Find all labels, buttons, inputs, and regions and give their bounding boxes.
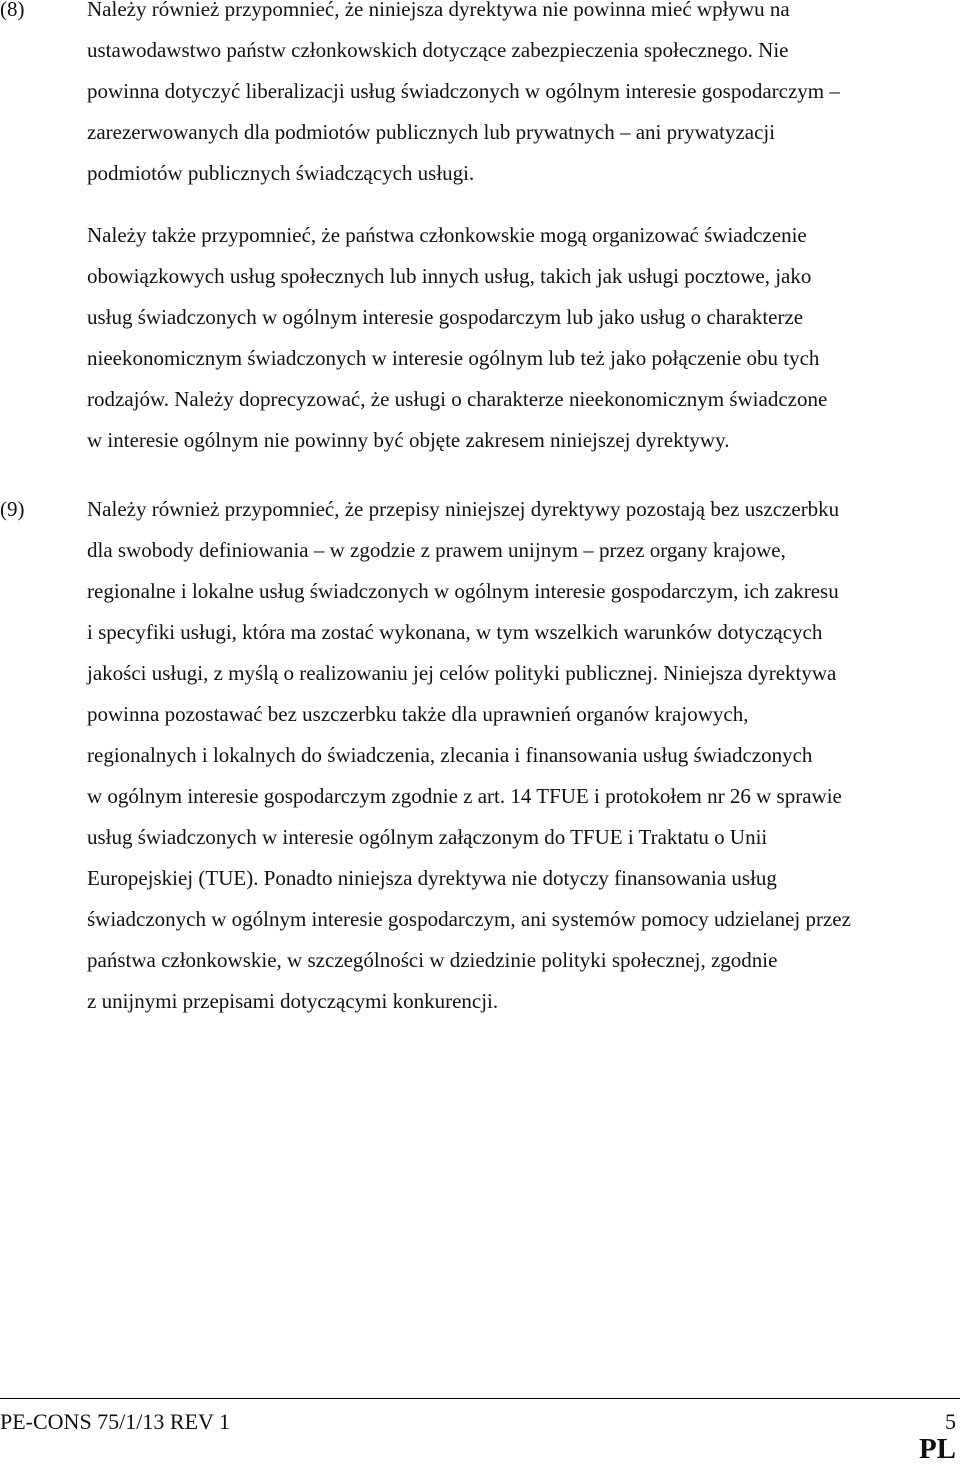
text-line: usług świadczonych w ogólnym interesie gospodarczym lub jako usług o charakterze: [87, 305, 804, 329]
text-line: zarezerwowanych dla podmiotów publicznych lub prywatnych – ani prywatyzacji: [87, 120, 776, 144]
paragraph: [87, 215, 960, 461]
language-code: PL: [918, 1433, 956, 1465]
text-line: podmiotów publicznych świadczących usługi.: [87, 161, 475, 185]
text-line: państwa członkowskie, w szczególności w dziedzinie polityki społecznej, zgodnie: [87, 948, 778, 972]
text-line: w ogólnym interesie gospodarczym zgodnie z art. 14 TFUE i protokołem nr 26 w sprawie: [87, 784, 842, 808]
text-line: Należy również przypomnieć, że niniejsza dyrektywa nie powinna mieć wpływu na: [87, 0, 790, 21]
text-line: jakości usługi, z myślą o realizowaniu jej celów polityki publicznej. Niniejsza dyrektywa: [87, 661, 837, 685]
text-line: rodzajów. Należy doprecyzować, że usługi o charakterze nieekonomicznym świadczone: [87, 387, 828, 411]
text-line: z unijnymi przepisami dotyczącymi konkurencji.: [87, 989, 499, 1013]
recital-body: [87, 0, 960, 461]
recital-number: (9): [0, 497, 25, 521]
text-line: ustawodawstwo państw członkowskich dotyczące zabezpieczenia społecznego. Nie: [87, 38, 789, 62]
recital-number: (8): [0, 0, 25, 21]
text-line: powinna dotyczyć liberalizacji usług świadczonych w ogólnym interesie gospodarczym –: [87, 79, 840, 103]
text-line: dla swobody definiowania – w zgodzie z prawem unijnym – przez organy krajowe,: [87, 538, 786, 562]
text-line: Europejskiej (TUE). Ponadto niniejsza dyrektywa nie dotyczy finansowania usług: [87, 866, 777, 890]
text-line: regionalne i lokalne usług świadczonych w ogólnym interesie gospodarczym, ich zakresu: [87, 579, 839, 603]
text-line: regionalnych i lokalnych do świadczenia, zlecania i finansowania usług świadczonych: [87, 743, 813, 767]
text-line: Należy także przypomnieć, że państwa członkowskie mogą organizować świadczenie: [87, 223, 807, 247]
paragraph: [87, 489, 960, 1022]
text-line: powinna pozostawać bez uszczerbku także dla uprawnień organów krajowych,: [87, 702, 749, 726]
recital-body: [87, 489, 960, 1022]
footer-divider: [0, 1398, 960, 1399]
text-line: i specyfiki usługi, która ma zostać wykonana, w tym wszelkich warunków dotyczących: [87, 620, 823, 644]
text-line: usług świadczonych w interesie ogólnym załączonym do TFUE i Traktatu o Unii: [87, 825, 768, 849]
text-line: nieekonomicznym świadczonych w interesie ogólnym lub też jako połączenie obu tych: [87, 346, 820, 370]
text-line: świadczonych w ogólnym interesie gospodarczym, ani systemów pomocy udzielanej przez: [87, 907, 851, 931]
text-line: obowiązkowych usług społecznych lub innych usług, takich jak usługi pocztowe, jako: [87, 264, 812, 288]
document-reference: PE-CONS 75/1/13 REV 1: [0, 1409, 231, 1434]
page-number: 5: [945, 1409, 956, 1434]
text-line: Należy również przypomnieć, że przepisy niniejszej dyrektywy pozostają bez uszczerbku: [87, 497, 840, 521]
paragraph: [87, 0, 960, 194]
text-line: w interesie ogólnym nie powinny być objęte zakresem niniejszej dyrektywy.: [87, 428, 730, 452]
